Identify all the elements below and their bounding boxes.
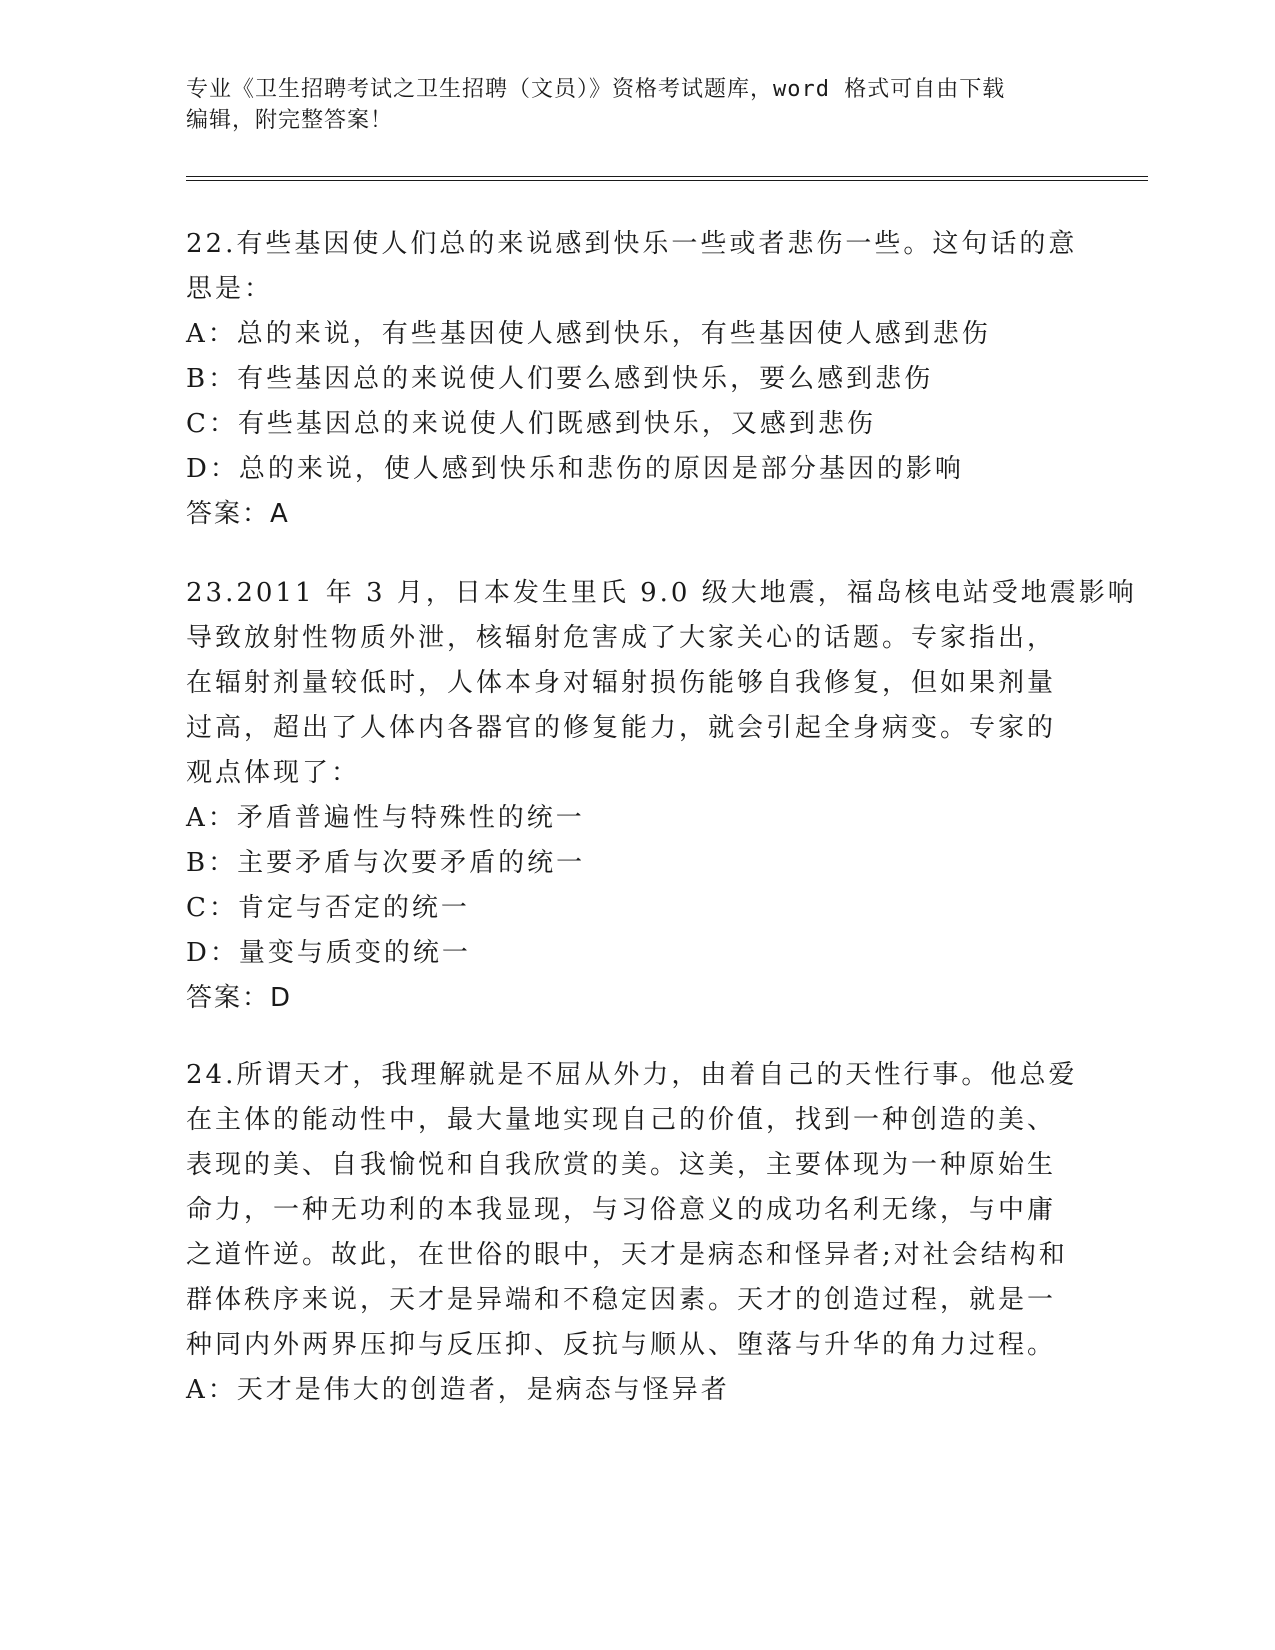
question-text-line: 命力，一种无功利的本我显现，与习俗意义的成功名利无缘，与中庸 [186, 1195, 1057, 1225]
question-text-line: 导致放射性物质外泄，核辐射危害成了大家关心的话题。专家指出， [186, 623, 1057, 653]
header-line: 编辑，附完整答案！ [186, 108, 394, 133]
question-text-line: 表现的美、自我愉悦和自我欣赏的美。这美，主要体现为一种原始生 [186, 1150, 1057, 1180]
option-a: A：天才是伟大的创造者，是病态与怪异者 [186, 1375, 730, 1405]
option-a: A：总的来说，有些基因使人感到快乐，有些基因使人感到悲伤 [186, 319, 991, 349]
option-d: D：量变与质变的统一 [186, 938, 471, 968]
option-a: A：矛盾普遍性与特殊性的统一 [186, 803, 585, 833]
answer-label: 答案：D [186, 983, 293, 1013]
header-divider [186, 176, 1148, 181]
option-b: B：有些基因总的来说使人们要么感到快乐，要么感到悲伤 [186, 364, 934, 394]
option-c: C：有些基因总的来说使人们既感到快乐，又感到悲伤 [186, 409, 876, 439]
question-text-line: 之道忤逆。故此，在世俗的眼中，天才是病态和怪异者;对社会结构和 [186, 1240, 1068, 1270]
option-d: D：总的来说，使人感到快乐和悲伤的原因是部分基因的影响 [186, 454, 964, 484]
question-text-line: 思是： [186, 274, 274, 304]
question-text-line: 过高，超出了人体内各器官的修复能力，就会引起全身病变。专家的 [186, 713, 1057, 743]
option-c: C：肯定与否定的统一 [186, 893, 470, 923]
question-text-line: 群体秩序来说，天才是异端和不稳定因素。天才的创造过程，就是一 [186, 1285, 1057, 1315]
question-text-line: 22.有些基因使人们总的来说感到快乐一些或者悲伤一些。这句话的意 [186, 229, 1078, 259]
question-text-line: 种同内外两界压抑与反压抑、反抗与顺从、堕落与升华的角力过程。 [186, 1330, 1057, 1360]
question-24 [186, 1053, 1086, 1413]
answer-label: 答案：A [186, 499, 290, 529]
option-b: B：主要矛盾与次要矛盾的统一 [186, 848, 586, 878]
document-header [186, 74, 1086, 136]
question-text-line: 24.所谓天才，我理解就是不屈从外力，由着自己的天性行事。他总爱 [186, 1060, 1078, 1090]
question-23 [186, 571, 1137, 1021]
question-text-line: 观点体现了： [186, 758, 361, 788]
question-text-line: 在辐射剂量较低时，人体本身对辐射损伤能够自我修复，但如果剂量 [186, 668, 1057, 698]
question-22 [186, 222, 1086, 537]
header-line: 专业《卫生招聘考试之卫生招聘（文员）》资格考试题库，word 格式可自由下载 [186, 77, 1006, 102]
question-text-line: 23.2011 年 3 月，日本发生里氏 9.0 级大地震，福岛核电站受地震影响 [186, 578, 1137, 608]
question-text-line: 在主体的能动性中，最大量地实现自己的价值，找到一种创造的美、 [186, 1105, 1057, 1135]
